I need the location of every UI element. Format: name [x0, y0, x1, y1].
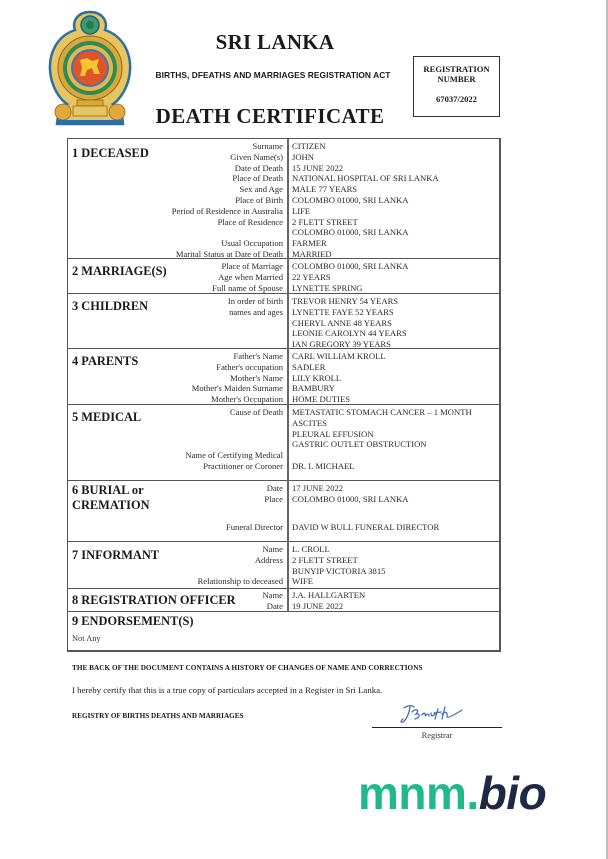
section-parents [68, 349, 499, 405]
registrar-signature [398, 700, 470, 726]
field-label: Mother's Occupation [211, 394, 283, 405]
section-endorsements [68, 612, 499, 650]
field-labels [192, 351, 283, 405]
field-label: Marital Status at Date of Death [175, 248, 283, 259]
field-label: Practitioner or Coroner [203, 460, 283, 471]
field-value: COLOMBO 01000, SRI LANKA [292, 261, 409, 271]
field-value: TREVOR HENRY 54 YEARS [292, 296, 399, 306]
field-value: METASTATIC STOMACH CANCER – 1 MONTH [292, 407, 472, 417]
field-labels [198, 544, 283, 587]
document-title: DEATH CERTIFICATE [155, 104, 385, 128]
field-value: LILY KROLL [292, 372, 342, 383]
certification-statement: I hereby certify that this is a true copy of particulars accepted in a Register in Sri Lanka. [72, 685, 383, 695]
field-value: LIFE [292, 205, 311, 216]
field-value: BAMBURY [292, 383, 335, 394]
field-label: Date [266, 483, 283, 493]
section-title: 3 CHILDREN [72, 299, 149, 313]
registration-label-line1: REGISTRATION [423, 64, 490, 74]
field-label: Cause of Death [230, 407, 283, 417]
section-title: 9 ENDORSEMENT(S) [72, 614, 194, 628]
field-values [292, 590, 365, 612]
field-value: ASCITES [292, 417, 327, 428]
field-label: Mother's Name [230, 372, 283, 383]
field-label: Date of Death [234, 162, 283, 173]
field-labels [262, 590, 283, 612]
field-value: 2 FLETT STREET [292, 554, 358, 565]
field-label: Surname [252, 141, 283, 151]
registration-number: 67037/2022 [435, 94, 478, 104]
field-value: 19 JUNE 2022 [292, 600, 344, 611]
watermark-part1: mnm. [358, 767, 479, 819]
field-label: Given Name(s) [230, 151, 283, 162]
field-label: In order of birth [227, 296, 283, 306]
section-title: 2 MARRIAGE(S) [72, 264, 167, 278]
field-value: CARL WILLIAM KROLL [292, 351, 386, 361]
field-value: HOME DUTIES [292, 394, 351, 405]
field-label: Place of Death [232, 173, 283, 184]
field-values [292, 351, 386, 405]
field-label: Place of Residence [217, 216, 283, 227]
field-value: MALE 77 YEARS [292, 184, 358, 195]
field-label: Full name of Spouse [212, 282, 283, 293]
field-values [292, 141, 439, 260]
section-registration-officer [68, 589, 499, 612]
field-value: 17 JUNE 2022 [292, 483, 344, 493]
watermark-logo [358, 767, 547, 819]
field-value: DAVID W BULL FUNERAL DIRECTOR [292, 521, 440, 532]
field-label: Date [266, 600, 283, 611]
field-label: Age when Married [218, 271, 283, 282]
field-label: Name [262, 544, 283, 554]
section-burial [68, 481, 499, 542]
watermark-part2: bio [478, 767, 547, 819]
field-value: IAN GREGORY 39 YEARS [292, 339, 391, 350]
endorsement-text: Not Any [72, 634, 101, 643]
field-value: LEONIE CAROLYN 44 YEARS [292, 328, 407, 339]
field-value: 2 FLETT STREET [292, 216, 358, 227]
field-labels [226, 483, 283, 532]
field-value: FARMER [292, 238, 327, 249]
field-value: L. CROLL [292, 544, 330, 554]
field-value: COLOMBO 01000, SRI LANKA [292, 493, 409, 504]
field-label: Father's Name [233, 351, 283, 361]
field-value: GASTRIC OUTLET OBSTRUCTION [292, 439, 427, 450]
section-medical [68, 405, 499, 481]
field-value: LYNETTE SPRING [292, 282, 363, 293]
section-title: 7 INFORMANT [72, 548, 160, 562]
field-value: J.A. HALLGARTEN [292, 590, 366, 600]
field-value: WIFE [292, 576, 314, 587]
section-deceased [68, 139, 499, 259]
field-value: SADLER [292, 361, 326, 372]
field-value: COLOMBO 01000, SRI LANKA [292, 194, 409, 205]
section-title: 8 REGISTRATION OFFICER [72, 593, 236, 607]
field-labels [228, 296, 283, 318]
field-values [292, 544, 385, 587]
registry-name: REGISTRY OF BIRTHS DEATHS AND MARRIAGES [72, 712, 244, 720]
section-title: 1 DECEASED [72, 146, 149, 160]
column-divider [287, 589, 289, 612]
field-value: 22 YEARS [292, 271, 331, 282]
field-value: CHERYL ANNE 48 YEARS [292, 317, 392, 328]
field-label: names and ages [229, 306, 283, 317]
signatory-role: Registrar [421, 731, 453, 740]
registration-number-box [413, 56, 500, 117]
registration-label-line2: NUMBER [437, 73, 476, 84]
field-value: 15 JUNE 2022 [292, 162, 344, 173]
field-label: Place of Birth [235, 194, 283, 205]
field-value: LYNETTE FAYE 52 YEARS [292, 306, 394, 317]
field-label: Father's occupation [216, 361, 283, 372]
section-informant [68, 542, 499, 589]
column-divider [287, 259, 289, 294]
field-value: DR. I. MICHAEL [292, 460, 355, 471]
field-value: COLOMBO 01000, SRI LANKA [292, 227, 409, 238]
section-marriage [68, 259, 499, 294]
field-value: JOHN [292, 151, 314, 162]
field-values [292, 407, 472, 472]
field-label: Place [264, 493, 283, 504]
column-divider [287, 481, 289, 542]
column-divider [287, 542, 289, 589]
field-labels [172, 141, 283, 260]
country-title: SRI LANKA [215, 30, 335, 54]
act-title: BIRTHS, DFEATHS AND MARRIAGES REGISTRATION ACT [155, 70, 391, 80]
back-of-document-note: THE BACK OF THE DOCUMENT CONTAINS A HISTORY OF CHANGES OF NAME AND CORRECTIONS [72, 664, 423, 672]
field-values [292, 483, 439, 532]
section-title: 4 PARENTS [72, 354, 139, 368]
field-label: Place of Marriage [221, 261, 283, 271]
column-divider [287, 405, 289, 481]
certificate-table [67, 138, 501, 652]
field-value: CITIZEN [292, 141, 326, 151]
field-label: Name [262, 590, 283, 600]
field-label: Mother's Maiden Surname [191, 383, 283, 394]
signature-line [372, 727, 502, 728]
field-label: Address [254, 554, 283, 565]
field-label: Name of Certifying Medical [185, 449, 283, 460]
field-value: NATIONAL HOSPITAL OF SRI LANKA [292, 173, 439, 184]
section-title: 5 MEDICAL [72, 410, 142, 424]
field-label: Relationship to deceased [197, 576, 283, 587]
field-label: Period of Residence in Australia [171, 205, 283, 216]
column-divider [287, 349, 289, 405]
field-label: Usual Occupation [221, 238, 283, 249]
field-label: Funeral Director [225, 521, 283, 532]
section-children [68, 294, 499, 349]
field-value: MARRIED [292, 248, 332, 259]
field-labels [212, 261, 283, 293]
field-values [292, 261, 409, 293]
section-title [72, 483, 150, 513]
field-value: PLEURAL EFFUSION [292, 428, 374, 439]
field-labels [185, 407, 283, 471]
field-values [292, 296, 407, 350]
section-title-line2: CREMATION [72, 498, 150, 512]
field-label: Sex and Age [239, 184, 283, 195]
column-divider [287, 139, 289, 259]
column-divider [287, 294, 289, 349]
section-title-line1: 6 BURIAL or [72, 483, 144, 497]
field-value: BUNYIP VICTORIA 3815 [292, 565, 386, 576]
coat-of-arms-emblem [47, 8, 133, 128]
